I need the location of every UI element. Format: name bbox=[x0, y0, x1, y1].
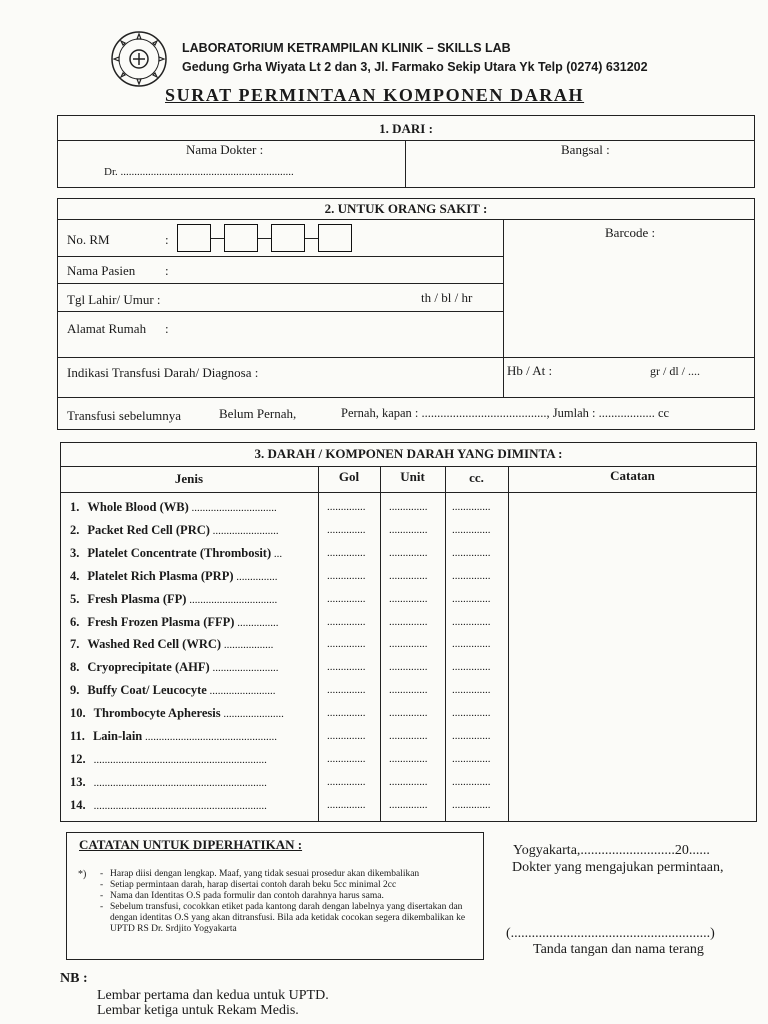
indication-label: Indikasi Transfusi Darah/ Diagnosa : bbox=[67, 365, 259, 380]
institution-address: Gedung Grha Wiyata Lt 2 dan 3, Jl. Farmako Sekip Utara Yk Telp (0274) 631202 bbox=[182, 60, 648, 74]
component-row-9-cc-field[interactable]: .............. bbox=[452, 684, 491, 697]
component-row-7-gol-field[interactable]: .............. bbox=[327, 638, 366, 651]
component-row-6-cc-field[interactable]: .............. bbox=[452, 615, 491, 628]
barcode-label: Barcode : bbox=[605, 225, 656, 240]
component-row-11-gol-field[interactable]: .............. bbox=[327, 730, 366, 742]
component-row-8-unit-field[interactable]: .............. bbox=[389, 661, 428, 674]
component-row-14-label: 14. ............................................................... bbox=[70, 797, 267, 812]
component-row-3-label: 3. Platelet Concentrate (Thrombosit) ... bbox=[70, 545, 283, 560]
form-title: SURAT PERMINTAAN KOMPONEN DARAH bbox=[165, 85, 585, 105]
notes-star: *) bbox=[78, 869, 87, 880]
birth-age-label: Tgl Lahir/ Umur : bbox=[67, 292, 161, 307]
component-row-12-unit-field[interactable]: .............. bbox=[389, 752, 428, 765]
never-option[interactable]: Belum Pernah, bbox=[219, 406, 297, 421]
component-row-12-cc-field[interactable]: .............. bbox=[452, 752, 491, 765]
component-row-13-gol-field[interactable]: .............. bbox=[327, 775, 366, 788]
component-row-3-gol-field[interactable]: .............. bbox=[327, 546, 366, 559]
component-row-5-gol-field[interactable]: .............. bbox=[327, 592, 366, 605]
component-row-4-unit-field[interactable]: .............. bbox=[389, 569, 428, 582]
component-row-10-gol-field[interactable]: .............. bbox=[327, 707, 366, 720]
component-row-6-unit-field[interactable]: .............. bbox=[389, 615, 428, 628]
component-row-1-gol-field[interactable]: .............. bbox=[327, 501, 366, 513]
col-cc-header: cc. bbox=[469, 470, 484, 485]
section-blood-title: 3. DARAH / KOMPONEN DARAH YANG DIMINTA : bbox=[254, 446, 563, 461]
col-gol-header: Gol bbox=[338, 469, 360, 484]
note-item: - Harap diisi dengan lengkap. Maaf, yang tidak sesuai prosedur akan dikembalikan bbox=[100, 869, 470, 880]
address-label: Alamat Rumah bbox=[67, 321, 147, 336]
requesting-doctor-label: Dokter yang mengajukan permintaan, bbox=[512, 860, 724, 875]
component-row-13-cc-field[interactable]: .............. bbox=[452, 775, 491, 788]
rm-digit-box-3[interactable] bbox=[271, 224, 305, 252]
component-row-11-cc-field[interactable]: .............. bbox=[452, 730, 491, 742]
component-row-7-unit-field[interactable]: .............. bbox=[389, 638, 428, 651]
component-row-1-unit-field[interactable]: .............. bbox=[389, 501, 428, 513]
component-row-1-cc-field[interactable]: .............. bbox=[452, 501, 491, 513]
component-row-6-gol-field[interactable]: .............. bbox=[327, 615, 366, 628]
component-row-14-cc-field[interactable]: .............. bbox=[452, 798, 491, 811]
component-row-2-unit-field[interactable]: .............. bbox=[389, 523, 428, 536]
component-row-14-gol-field[interactable]: .............. bbox=[327, 798, 366, 811]
note-item: - Nama dan Identitas O.S pada formulir dan contoh darahnya harus sama. bbox=[100, 891, 470, 902]
component-row-7-cc-field[interactable]: .............. bbox=[452, 638, 491, 651]
note-item: - Setiap permintaan darah, harap disertai contoh darah beku 5cc minimal 2cc bbox=[100, 880, 470, 891]
component-row-4-label: 4. Platelet Rich Plasma (PRP) ............... bbox=[70, 568, 278, 583]
component-row-12-gol-field[interactable]: .............. bbox=[327, 752, 366, 765]
signature-field[interactable]: (.........................................................) bbox=[506, 926, 715, 941]
patient-name-colon: : bbox=[165, 263, 169, 278]
component-row-4-cc-field[interactable]: .............. bbox=[452, 569, 491, 582]
component-row-8-gol-field[interactable]: .............. bbox=[327, 661, 366, 674]
component-row-2-cc-field[interactable]: .............. bbox=[452, 523, 491, 536]
component-row-9-label: 9. Buffy Coat/ Leucocyte ........................ bbox=[70, 683, 276, 698]
hb-unit: gr / dl / .... bbox=[650, 364, 700, 378]
component-row-9-unit-field[interactable]: .............. bbox=[389, 684, 428, 697]
university-seal-logo bbox=[110, 30, 168, 88]
component-row-11-label: 11. Lain-lain ................................................ bbox=[70, 729, 278, 743]
component-row-5-cc-field[interactable]: .............. bbox=[452, 592, 491, 605]
place-date[interactable]: Yogyakarta,...........................20...... bbox=[513, 843, 710, 858]
component-row-12-label: 12. ............................................................... bbox=[70, 751, 267, 766]
component-row-3-unit-field[interactable]: .............. bbox=[389, 546, 428, 559]
nb-label: NB : bbox=[60, 971, 88, 986]
nb-line-1: Lembar pertama dan kedua untuk UPTD. bbox=[97, 988, 329, 1003]
component-row-2-label: 2. Packet Red Cell (PRC) ........................ bbox=[70, 522, 279, 537]
component-row-6-label: 6. Fresh Frozen Plasma (FFP) ............... bbox=[70, 614, 279, 629]
col-jenis-header: Jenis bbox=[174, 471, 204, 486]
component-row-7-label: 7. Washed Red Cell (WRC) .................. bbox=[70, 637, 274, 652]
no-rm-colon: : bbox=[165, 232, 169, 247]
previous-when-amount[interactable]: Pernah, kapan : ........................................, Jumlah : .................. cc bbox=[341, 406, 670, 420]
component-row-10-cc-field[interactable]: .............. bbox=[452, 707, 491, 720]
component-row-2-gol-field[interactable]: .............. bbox=[327, 523, 366, 536]
birth-age-unit: th / bl / hr bbox=[421, 290, 473, 305]
component-row-11-unit-field[interactable]: .............. bbox=[389, 730, 428, 742]
address-colon: : bbox=[165, 321, 169, 336]
component-row-3-cc-field[interactable]: .............. bbox=[452, 546, 491, 559]
no-rm-label: No. RM bbox=[67, 232, 110, 247]
component-row-13-unit-field[interactable]: .............. bbox=[389, 775, 428, 788]
doctor-name-field[interactable]: Dr. ............................................................... bbox=[104, 166, 294, 178]
component-row-10-label: 10. Thrombocyte Apheresis ...................... bbox=[70, 706, 284, 721]
previous-transfusion-label: Transfusi sebelumnya bbox=[67, 408, 181, 423]
section-patient-title: 2. UNTUK ORANG SAKIT : bbox=[324, 201, 488, 216]
component-row-5-label: 5. Fresh Plasma (FP) ................................ bbox=[70, 591, 278, 606]
patient-name-label: Nama Pasien bbox=[67, 263, 136, 278]
component-row-10-unit-field[interactable]: .............. bbox=[389, 707, 428, 720]
component-row-14-unit-field[interactable]: .............. bbox=[389, 798, 428, 811]
component-row-9-gol-field[interactable]: .............. bbox=[327, 684, 366, 697]
hb-label: Hb / At : bbox=[507, 363, 553, 378]
rm-digit-box-1[interactable] bbox=[177, 224, 211, 252]
rm-digit-box-4[interactable] bbox=[318, 224, 352, 252]
component-row-5-unit-field[interactable]: .............. bbox=[389, 592, 428, 605]
component-row-4-gol-field[interactable]: .............. bbox=[327, 569, 366, 582]
rm-digit-box-2[interactable] bbox=[224, 224, 258, 252]
signature-caption: Tanda tangan dan nama terang bbox=[533, 942, 704, 957]
notes-title: CATATAN UNTUK DIPERHATIKAN : bbox=[79, 837, 303, 852]
col-unit-header: Unit bbox=[400, 469, 425, 484]
notes-list bbox=[100, 869, 470, 935]
note-item: - Sebelum transfusi, cocokkan etiket pada kantong darah dengan labelnya yang disertakan dan dengan identitas O.S yang akan ditransfusi. Bila ada ketidak cocokan segera dikembalikan ke UPTD RS Dr. Srdjito Yogyakarta bbox=[100, 902, 470, 935]
col-catatan-header: Catatan bbox=[610, 468, 655, 483]
component-row-8-label: 8. Cryoprecipitate (AHF) ........................ bbox=[70, 660, 279, 675]
section-from-title: 1. DARI : bbox=[379, 121, 433, 136]
institution-name: LABORATORIUM KETRAMPILAN KLINIK – SKILLS LAB bbox=[182, 41, 511, 55]
ward-label: Bangsal : bbox=[561, 142, 610, 157]
nb-line-2: Lembar ketiga untuk Rekam Medis. bbox=[97, 1003, 299, 1018]
component-row-8-cc-field[interactable]: .............. bbox=[452, 661, 491, 674]
doctor-name-label: Nama Dokter : bbox=[186, 142, 264, 157]
component-row-1-label: 1. Whole Blood (WB) ............................... bbox=[70, 500, 277, 514]
component-row-13-label: 13. ............................................................... bbox=[70, 774, 267, 789]
